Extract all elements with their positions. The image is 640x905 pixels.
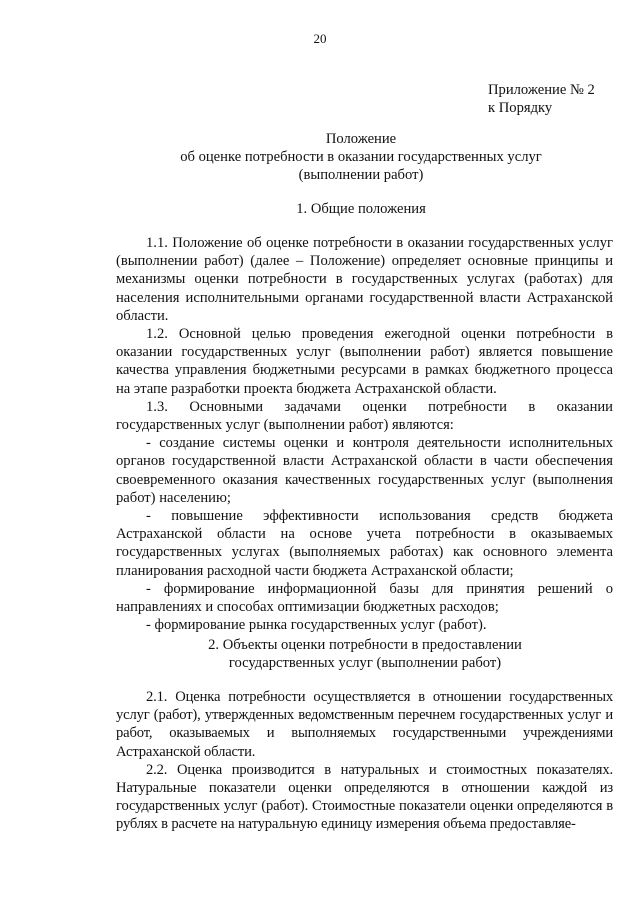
section-2-body <box>116 688 613 834</box>
appendix-reference <box>488 81 595 117</box>
appendix-line-2: к Порядку <box>488 100 553 117</box>
title-line-3: (выполнении работ) <box>298 167 424 184</box>
page-number: 20 <box>313 31 327 46</box>
document-title <box>0 130 640 185</box>
section-2-heading-line-2: государственных услуг (выполнении работ) <box>228 655 502 672</box>
list-item-2: - повышение эффективности использования средств бюджета Астраханской области на основе учета потребности в оказываемых государственных услугах (выполняемых работах) как основного элемента планирования расходной части бюджета Астраханской области; <box>116 508 613 579</box>
section-2-heading-line-1: 2. Объекты оценки потребности в предоставлении <box>208 637 522 653</box>
paragraph-1-3: 1.3. Основными задачами оценки потребности в оказании государственных услуг (выполнении работ) являются: <box>116 398 613 434</box>
title-line-2: об оценке потребности в оказании государственных услуг <box>180 149 542 166</box>
appendix-line-1: Приложение № 2 <box>488 82 595 98</box>
section-1-heading: 1. Общие положения <box>296 201 426 217</box>
list-item-4: - формирование рынка государственных услуг (работ). <box>146 617 487 634</box>
paragraph-1-1: 1.1. Положение об оценке потребности в оказании государственных услуг (выполнении работ) (далее – Положение) определяет основные принципы и механизмы оценки потребности в государственных услугах (работах) для населения исполнительными органами государственной власти Астраханской области. <box>116 235 613 324</box>
paragraph-1-2: 1.2. Основной целью проведения ежегодной оценки потребности в оказании государственных услуг (выполнении работ) является повышение качества управления бюджетными ресурсами в рамках бюджетного процесса на этапе разработки проекта бюджета Астраханской области. <box>116 326 613 397</box>
list-item-3: - формирование информационной базы для принятия решений о направлениях и способах оптимизации бюджетных расходов; <box>116 580 613 616</box>
title-line-1: Положение <box>325 131 397 147</box>
paragraph-2-1: 2.1. Оценка потребности осуществляется в отношении государственных услуг (работ), утвержденных ведомственным перечнем государственных услуг и работ, оказываемых и выполняемых государственными учреждениями Астраханской области. <box>116 689 613 760</box>
list-item-1: - создание системы оценки и контроля деятельности исполнительных органов государственной власти Астраханской области в части обеспечения своевременного оказания качественных государственных услуг (выполнения работ) населению; <box>116 435 613 506</box>
section-1-body <box>116 234 613 634</box>
section-2-heading <box>150 636 580 672</box>
paragraph-2-2: 2.2. Оценка производится в натуральных и стоимостных показателях. Натуральные показатели оценки определяются в отношении каждой из государственных услуг (работ). Стоимостные показатели оценки определяются в рублях в расчете на натуральную единицу измерения объема предоставляе- <box>116 761 613 833</box>
